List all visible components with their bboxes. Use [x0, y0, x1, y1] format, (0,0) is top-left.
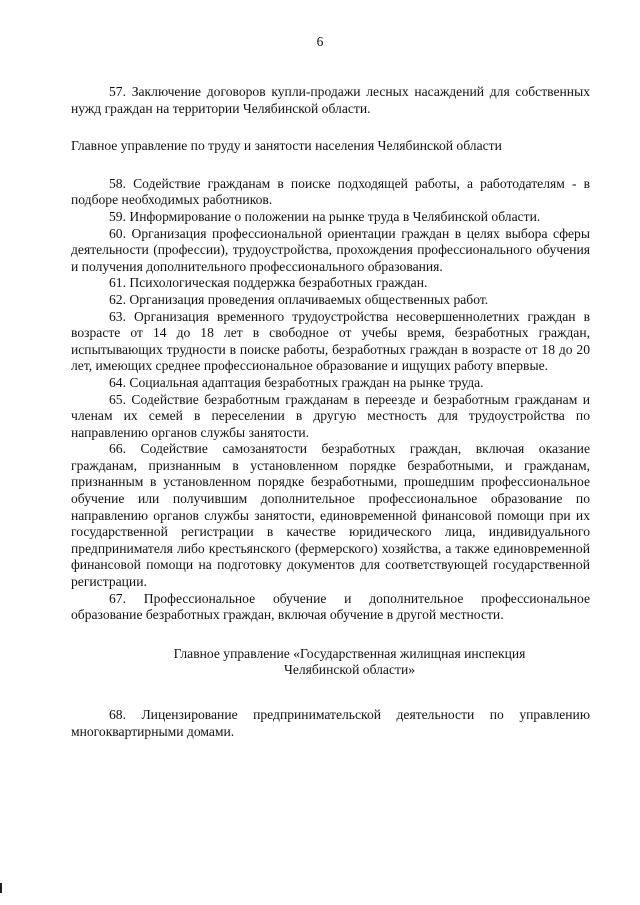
document-body	[71, 84, 590, 740]
item-57: 57. Заключение договоров купли-продажи лесных насаждений для собственных нужд граждан на территории Челябинской области.	[71, 84, 590, 116]
section-heading-housing-line2: Челябинской области»	[283, 662, 416, 678]
section-heading-housing	[71, 646, 590, 679]
item-67: 67. Профессиональное обучение и дополнительное профессиональное образование безработных граждан, включая обучение в другой местности.	[71, 590, 590, 623]
item-62: 62. Организация проведения оплачиваемых общественных работ.	[109, 291, 489, 307]
item-58: 58. Содействие гражданам в поиске подходящей работы, а работодателям - в подборе необходимых работников.	[71, 175, 590, 208]
section-heading-housing-line1: Главное управление «Государственная жилищная инспекция	[173, 645, 526, 661]
item-65: 65. Содействие безработным гражданам в переезде и безработным гражданам и членам их семей в переселении в другую местность для трудоустройства по направлению органов службы занятости.	[71, 391, 590, 440]
item-60: 60. Организация профессиональной ориентации граждан в целях выбора сферы деятельности (профессии), трудоустройства, прохождения профессионального обучения и получения дополнительного профессионального образования.	[71, 225, 590, 274]
item-66: 66. Содействие самозанятости безработных граждан, включая оказание гражданам, признанным в установленном порядке безработными, и гражданам, признанным в установленном порядке безработными, прошедшим профессиональное обучение или получившим дополнительное профессиональное образование по направлению органов службы занятости, единовременной финансовой помощи при их государственной регистрации в качестве юридического лица, индивидуального предпринимателя либо крестьянского (фермерского) хозяйства, а также единовременной финансовой помощи на подготовку документов для соответствующей государственной регистрации.	[71, 441, 590, 590]
item-68: 68. Лицензирование предпринимательской деятельности по управлению многоквартирными домами.	[71, 707, 590, 739]
item-61: 61. Психологическая поддержка безработных граждан.	[109, 275, 428, 291]
item-59: 59. Информирование о положении на рынке труда в Челябинской области.	[109, 208, 541, 224]
scan-edge-mark	[0, 883, 2, 893]
page-number: 6	[316, 34, 324, 49]
section-heading-labor: Главное управление по труду и занятости населения Челябинской области	[71, 138, 502, 154]
item-64: 64. Социальная адаптация безработных граждан на рынке труда.	[109, 374, 484, 390]
item-63: 63. Организация временного трудоустройства несовершеннолетних граждан в возрасте от 14 до 18 лет в свободное от учебы время, безработных граждан, испытывающих трудности в поиске работы, безработных граждан в возрасте от 18 до 20 лет, имеющих среднее профессиональное образование и ищущих работу впервые.	[71, 308, 590, 374]
